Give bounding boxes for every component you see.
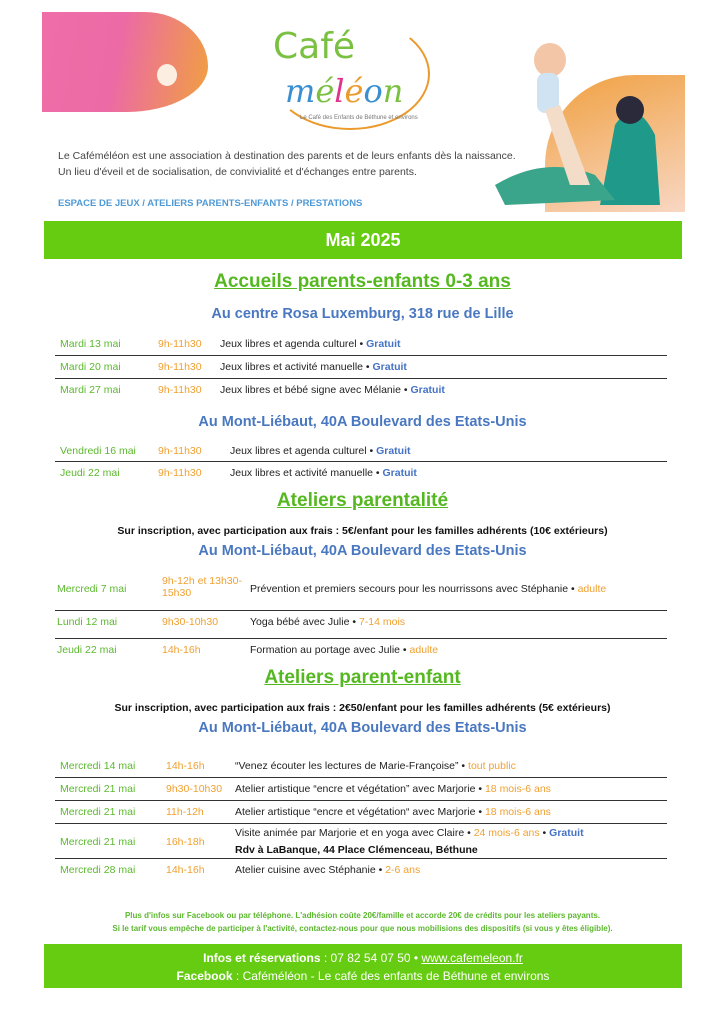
section-title-parentalite: Ateliers parentalité [276,490,449,511]
description-text: Jeux libres et activité manuelle • [220,361,373,373]
row-date: Jeudi 22 mai [57,644,117,656]
row-description [235,864,420,876]
row-time: 14h-16h [166,864,205,876]
row-description [250,644,438,656]
row-time: 9h-11h30 [158,361,202,373]
table-row [55,778,667,801]
description-text: Jeux libres et agenda culturel • [220,338,367,350]
description-text: Formation au portage avec Julie • [250,644,410,656]
row-description [250,583,606,595]
description-text: Visite animée par Marjorie et en yoga avec Claire • [235,827,474,839]
row-date: Mercredi 21 mai [60,806,136,818]
decorative-dot [157,64,177,86]
description-text: Atelier cuisine avec Stéphanie • [235,864,386,876]
table-row [55,333,667,356]
infos-label: Infos et réservations [203,951,321,965]
audience-tag: 18 mois-6 ans [484,806,551,818]
section-title-accueils: Accueils parents-enfants 0-3 ans [214,271,511,292]
audience-tag: 7-14 mois [358,616,406,628]
row-time: 9h-11h30 [158,467,202,479]
schedule-table-accueils-mont-liebaut [55,440,667,484]
location-mont-liebaut: Au Mont-Liébaut, 40A Boulevard des Etats-Unis [198,414,527,430]
phone-number: : 07 82 54 07 50 • [320,951,422,965]
table-row [55,571,667,611]
tagline: ESPACE DE JEUX / ATELIERS PARENTS-ENFANTS / PRESTATIONS [58,198,363,209]
footer-info-line-2: Si le tarif vous empêche de participer à l'activité, contactez-nous pour que nous mobilisions des dispositifs (si vous y êtes éligible). [112,924,613,933]
schedule-table-accueils-rosa [55,333,667,402]
pricing-note-parent-enfant: Sur inscription, avec participation aux frais : 2€50/enfant pour les familles adhérents (5€ extérieurs) [114,702,611,714]
footer-contact-banner [44,944,682,988]
description-text: Atelier artistique “encre et végétation“ avec Marjorie • [235,806,485,818]
description-text: Yoga bébé avec Julie • [250,616,359,628]
row-description [250,616,405,628]
logo-subtitle: Le Café des Enfants de Béthune et environs [300,115,418,121]
facebook-label: Facebook [176,969,233,983]
row-time: 9h-11h30 [158,338,202,350]
row-description: Visite animée par Marjorie et en yoga avec Claire • 24 mois-6 ans • Gratuit [235,827,584,839]
row-description [235,806,551,818]
row-time: 9h-11h30 [158,445,202,457]
location-mont-liebaut: Au Mont-Liébaut, 40A Boulevard des Etats-Unis [198,543,527,559]
row-time: 14h-16h [166,760,205,772]
schedule-table-parent-enfant [55,755,667,882]
row-date: Mardi 13 mai [60,338,121,350]
row-time: 9h30-10h30 [166,783,223,795]
description-text: Jeux libres et activité manuelle • [230,467,383,479]
row-date: Mercredi 28 mai [60,864,136,876]
row-time: 9h-12h et 13h30-15h30 [162,575,242,599]
section-title-parent-enfant: Ateliers parent-enfant [264,667,461,688]
table-row [55,859,667,882]
row-description [230,467,417,479]
table-row [55,611,667,639]
description-text: Atelier artistique “encre et végétation” avec Marjorie • [235,783,485,795]
audience-tag: Gratuit [372,361,407,373]
month-banner: Mai 2025 [44,221,682,259]
description-text: “Venez écouter les lectures de Marie-Françoise” • [235,760,469,772]
table-row [55,379,667,402]
row-time: 9h-11h30 [158,384,202,396]
schedule-table-parentalite [55,571,667,667]
row-date: Mercredi 21 mai [60,836,136,848]
description-text: Prévention et premiers secours pour les nourrissons avec Stéphanie • [250,583,578,595]
row-description [220,338,401,350]
location-rosa-luxemburg: Au centre Rosa Luxemburg, 318 rue de Lille [211,306,514,322]
audience-tag: 2-6 ans [385,864,421,876]
row-time: 11h-12h [166,806,204,818]
audience-tag: Gratuit [376,445,411,457]
table-row [55,639,667,667]
row-description [220,361,407,373]
description-text: Jeux libres et bébé signe avec Mélanie • [220,384,411,396]
table-row [55,755,667,778]
description-text: Jeux libres et agenda culturel • [230,445,377,457]
row-time: 14h-16h [162,644,201,656]
audience-tag: 24 mois-6 ans [473,827,540,839]
table-row [55,356,667,379]
table-row [55,801,667,824]
row-location: Rdv à LaBanque, 44 Place Clémenceau, Béthune [235,844,478,856]
audience-tag: Gratuit [366,338,401,350]
row-time: 16h-18h [166,836,205,848]
row-date: Mercredi 7 mai [57,583,127,595]
row-description [235,783,551,795]
logo-meleon: méléon [285,72,404,110]
footer-info-line-1: Plus d'infos sur Facebook ou par téléphone. L'adhésion coûte 20€/famille et accorde 20€ de crédits pour les ateliers payants. [124,911,601,920]
audience-tag: adulte [409,644,439,656]
row-date: Mardi 27 mai [60,384,121,396]
intro-line-1: Le Caféméléon est une association à destination des parents et de leurs enfants dès la naissance. [58,150,516,162]
audience-tag: 18 mois-6 ans [484,783,551,795]
location-mont-liebaut: Au Mont-Liébaut, 40A Boulevard des Etats-Unis [198,720,527,736]
row-date: Mercredi 21 mai [60,783,136,795]
audience-tag: adulte [577,583,607,595]
row-date: Mardi 20 mai [60,361,121,373]
website-link[interactable]: www.cafemeleon.fr [421,951,523,965]
pricing-note-parentalite: Sur inscription, avec participation aux frais : 5€/enfant pour les familles adhérents (10€ extérieurs) [117,525,608,537]
row-date: Jeudi 22 mai [60,467,120,479]
price-tag: Gratuit [549,827,584,839]
audience-tag: Gratuit [410,384,445,396]
audience-tag: Gratuit [382,467,417,479]
row-date: Lundi 12 mai [57,616,118,628]
row-description [230,445,411,457]
table-row [55,440,667,462]
table-row [55,462,667,484]
row-date: Vendredi 16 mai [60,445,136,457]
row-description [220,384,445,396]
decorative-blob [42,12,208,112]
facebook-page-name: : Caféméléon - Le café des enfants de Béthune et environs [232,969,550,983]
intro-line-2: Un lieu d'éveil et de socialisation, de convivialité et d'échanges entre parents. [58,166,417,178]
row-date: Mercredi 14 mai [60,760,136,772]
logo-cafe: Café [273,26,356,67]
parent-baby-illustration [465,35,685,215]
table-row [55,824,667,859]
audience-tag: tout public [468,760,516,772]
row-time: 9h30-10h30 [162,616,219,628]
row-description [235,760,516,772]
